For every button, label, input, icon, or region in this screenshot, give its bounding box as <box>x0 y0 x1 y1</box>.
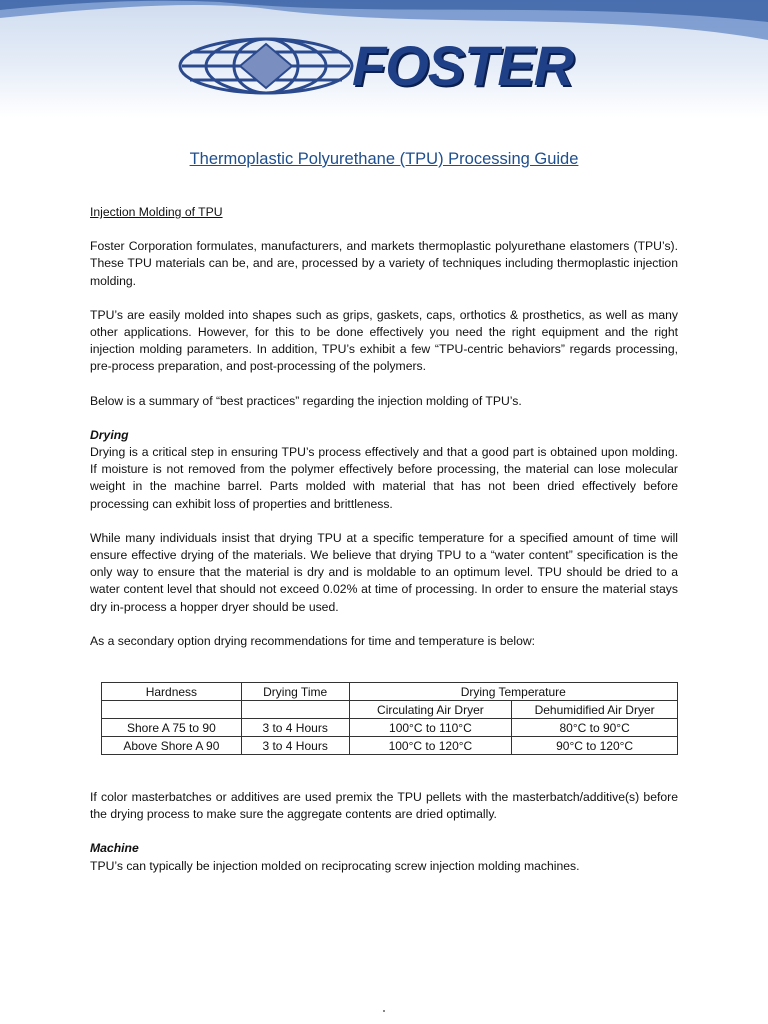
table-subheader-row <box>102 701 678 719</box>
page-header <box>0 0 768 118</box>
machine-heading: Machine <box>90 841 139 856</box>
paragraph: TPU’s are easily molded into shapes such as grips, gaskets, caps, orthotics & prosthetics, as well as many other applications. However, for this to be done effectively you need the right equipment and the right injection molding parameters. In addition, TPU’s exhibit a few “TPU-centric behaviors” regards processing, pre-process preparation, and post-processing of the polymers. <box>90 307 678 374</box>
drying-table <box>101 682 678 755</box>
header-dehumidified: Dehumidified Air Dryer <box>512 701 678 719</box>
paragraph: Below is a summary of “best practices” regarding the injection molding of TPU’s. <box>90 393 522 408</box>
cell-time: 3 to 4 Hours <box>241 719 349 737</box>
logo-wordmark: FOSTER <box>352 34 574 97</box>
drying-table-container <box>101 682 678 755</box>
paragraph: TPU’s can typically be injection molded on reciprocating screw injection molding machines. <box>90 858 580 873</box>
cell-hardness: Shore A 75 to 90 <box>102 719 242 737</box>
header-hardness: Hardness <box>102 683 242 701</box>
cell-circulating: 100°C to 120°C <box>349 737 512 755</box>
header-drying-time: Drying Time <box>241 683 349 701</box>
table-row <box>102 719 678 737</box>
cell-time: 3 to 4 Hours <box>241 737 349 755</box>
paragraph: While many individuals insist that drying TPU at a specific temperature for a specified amount of time will ensure effective drying of the materials. We believe that drying TPU to a “water content” specification is the only way to ensure that the material is dry and is moldable to an optimum level. TPU should be dried to a water content level that should not exceed 0.02% at time of processing. In order to ensure the material stays dry in-process a hopper dryer should be used. <box>90 530 678 614</box>
section-title: Injection Molding of TPU <box>90 205 223 219</box>
header-empty-cell <box>102 701 242 719</box>
cell-dehumidified: 80°C to 90°C <box>512 719 678 737</box>
header-circulating: Circulating Air Dryer <box>349 701 512 719</box>
header-empty-cell <box>241 701 349 719</box>
globe-icon <box>176 36 356 96</box>
page-title: Thermoplastic Polyurethane (TPU) Processing Guide <box>189 150 579 168</box>
cell-hardness: Above Shore A 90 <box>102 737 242 755</box>
cell-dehumidified: 90°C to 120°C <box>512 737 678 755</box>
table-header-row <box>102 683 678 701</box>
table-row <box>102 737 678 755</box>
cell-circulating: 100°C to 110°C <box>349 719 512 737</box>
drying-heading: Drying <box>90 427 129 442</box>
foster-logo <box>176 36 576 96</box>
paragraph: Foster Corporation formulates, manufacturers, and markets thermoplastic polyurethane elastomers (TPU’s). These TPU materials can be, and are, processed by a variety of techniques including thermoplastic injection molding. <box>90 239 678 288</box>
footer-mark <box>383 1010 385 1012</box>
paragraph: If color masterbatches or additives are used premix the TPU pellets with the masterbatch/additive(s) before the drying process to make sure the aggregate contents are dried optimally. <box>90 790 678 822</box>
header-drying-temperature: Drying Temperature <box>349 683 677 701</box>
document-body <box>90 148 678 892</box>
paragraph: Drying is a critical step in ensuring TPU’s process effectively and that a good part is obtained upon molding. If moisture is not removed from the polymer effectively before processing, the material can lose molecular weight in the machine barrel. Parts molded with material that has not been dried effectively before processing can exhibit loss of properties and brittleness. <box>90 445 678 511</box>
paragraph: As a secondary option drying recommendations for time and temperature is below: <box>90 633 536 648</box>
